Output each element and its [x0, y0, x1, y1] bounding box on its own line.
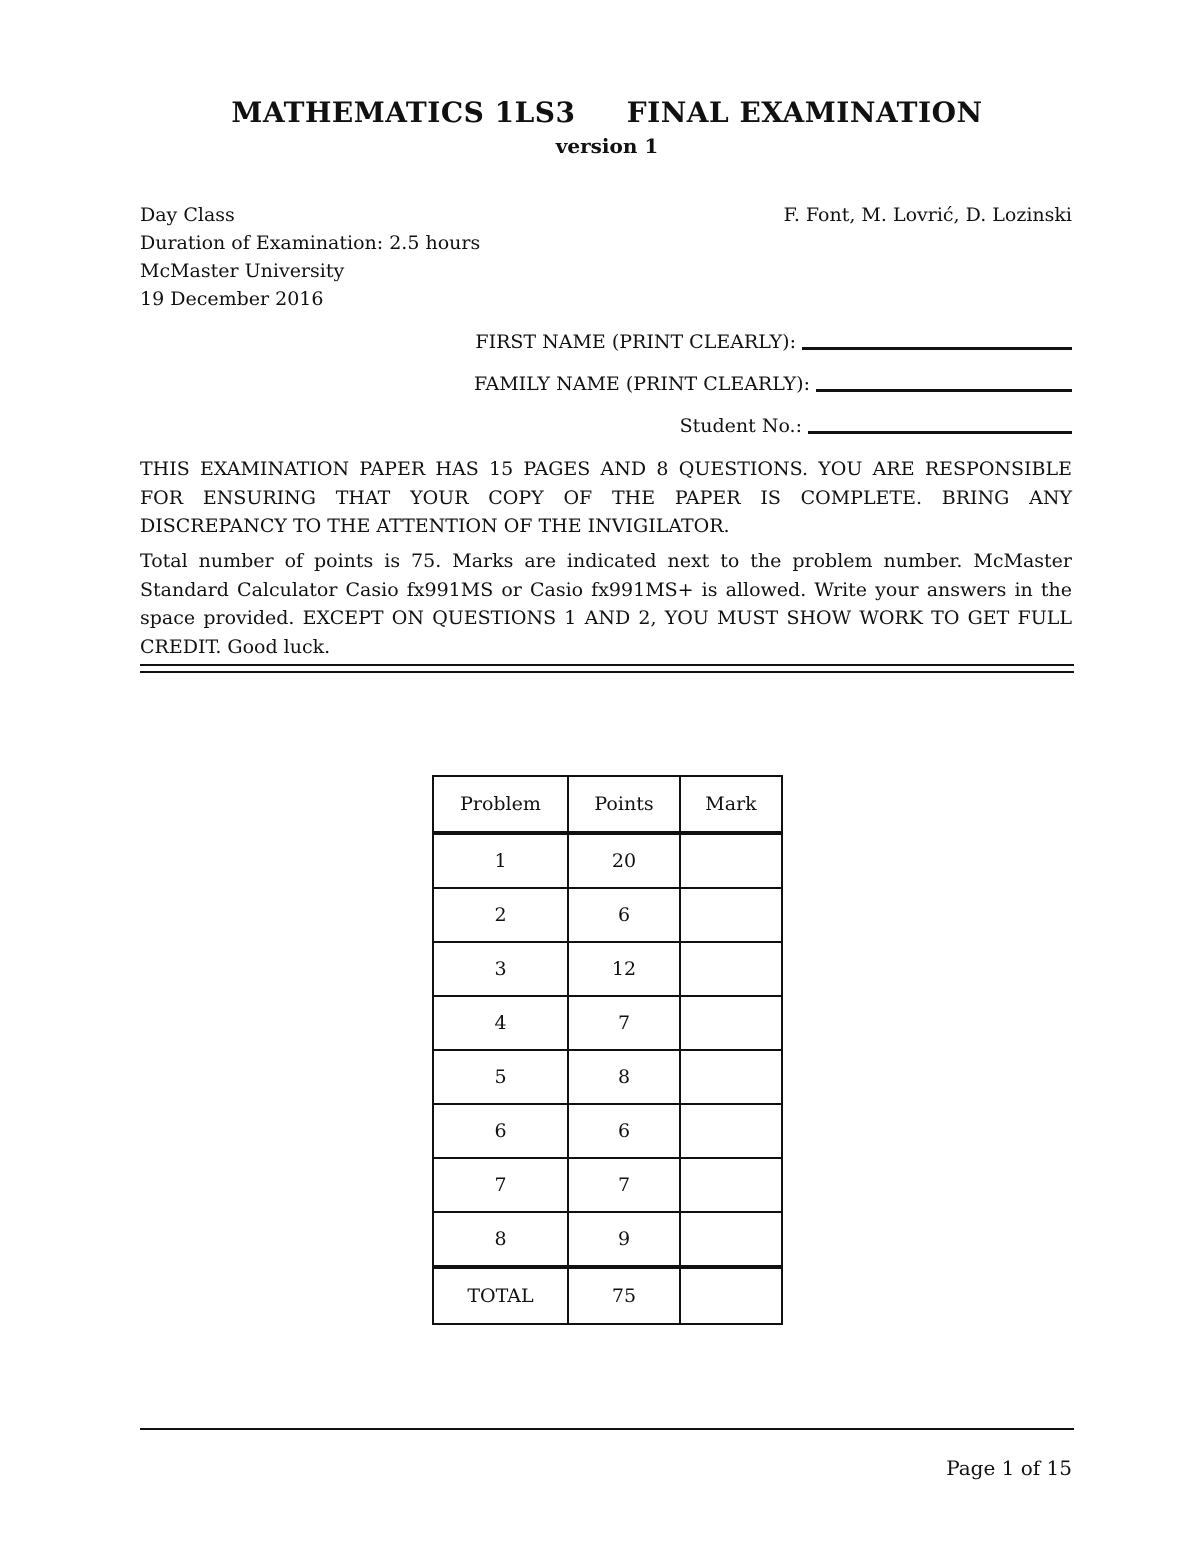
- table-row: [433, 1158, 782, 1212]
- column-header-mark: Mark: [680, 776, 782, 833]
- problem-cell: 2: [433, 888, 568, 942]
- table-row: [433, 942, 782, 996]
- exam-version: version 1: [555, 134, 659, 158]
- exam-notice: THIS EXAMINATION PAPER HAS 15 PAGES AND 8 QUESTIONS. YOU ARE RESPONSIBLE FOR ENSURING THAT YOUR COPY OF THE PAPER IS COMPLETE. BRING ANY DISCREPANCY TO THE ATTENTION OF THE INVIGILATOR.: [140, 458, 1072, 537]
- mark-cell[interactable]: [680, 996, 782, 1050]
- column-header-points: Points: [568, 776, 680, 833]
- class-label: Day Class: [140, 204, 235, 226]
- table-row: [433, 1212, 782, 1267]
- total-points-cell: 75: [568, 1267, 680, 1324]
- total-label-cell: TOTAL: [433, 1267, 568, 1324]
- mark-cell[interactable]: [680, 1104, 782, 1158]
- family-name-label: FAMILY NAME (PRINT CLEARLY):: [473, 373, 810, 395]
- table-row: [433, 996, 782, 1050]
- problem-cell: 7: [433, 1158, 568, 1212]
- university-label: McMaster University: [140, 260, 345, 282]
- table-row: [433, 1104, 782, 1158]
- duration-label: Duration of Examination: 2.5 hours: [140, 232, 481, 254]
- total-mark-cell[interactable]: [680, 1267, 782, 1324]
- mark-cell[interactable]: [680, 942, 782, 996]
- mark-cell[interactable]: [680, 1212, 782, 1267]
- mark-cell[interactable]: [680, 888, 782, 942]
- family-name-line[interactable]: [816, 389, 1072, 392]
- mark-cell[interactable]: [680, 833, 782, 888]
- table-total-row: [433, 1267, 782, 1324]
- exam-title: MATHEMATICS 1LS3 FINAL EXAMINATION: [231, 96, 983, 129]
- family-name-field[interactable]: [474, 373, 1072, 395]
- points-cell: 9: [568, 1212, 680, 1267]
- student-no-label: Student No.:: [679, 415, 802, 437]
- table-header-row: [433, 776, 782, 833]
- problem-cell: 4: [433, 996, 568, 1050]
- exam-instructions: Total number of points is 75. Marks are indicated next to the problem number. McMaster Standard Calculator Casio fx991MS or Casio fx991MS+ is allowed. Write your answers in the space provided. EXCEPT ON QUESTIONS 1 AND 2, YOU MUST SHOW WORK TO GET FULL CREDIT. Good luck.: [140, 550, 1072, 658]
- points-cell: 7: [568, 996, 680, 1050]
- page-number: Page 1 of 15: [946, 1456, 1072, 1480]
- points-cell: 7: [568, 1158, 680, 1212]
- points-cell: 12: [568, 942, 680, 996]
- table-row: [433, 1050, 782, 1104]
- student-no-line[interactable]: [808, 431, 1072, 434]
- problem-cell: 1: [433, 833, 568, 888]
- table-row: [433, 888, 782, 942]
- points-cell: 6: [568, 888, 680, 942]
- divider-top: [140, 664, 1074, 666]
- student-no-field[interactable]: [680, 415, 1072, 437]
- table-row: [433, 833, 782, 888]
- column-header-problem: Problem: [433, 776, 568, 833]
- points-cell: 20: [568, 833, 680, 888]
- divider-bottom: [140, 671, 1074, 673]
- problem-cell: 5: [433, 1050, 568, 1104]
- problem-cell: 3: [433, 942, 568, 996]
- points-cell: 8: [568, 1050, 680, 1104]
- first-name-label: FIRST NAME (PRINT CLEARLY):: [475, 331, 796, 353]
- footer-divider: [140, 1428, 1074, 1430]
- problem-cell: 8: [433, 1212, 568, 1267]
- first-name-field[interactable]: [475, 331, 1072, 353]
- exam-authors: F. Font, M. Lovrić, D. Lozinski: [783, 204, 1072, 226]
- mark-cell[interactable]: [680, 1158, 782, 1212]
- problem-cell: 6: [433, 1104, 568, 1158]
- points-cell: 6: [568, 1104, 680, 1158]
- first-name-line[interactable]: [802, 347, 1072, 350]
- mark-cell[interactable]: [680, 1050, 782, 1104]
- marks-table: [432, 775, 783, 1325]
- exam-date: 19 December 2016: [140, 288, 324, 310]
